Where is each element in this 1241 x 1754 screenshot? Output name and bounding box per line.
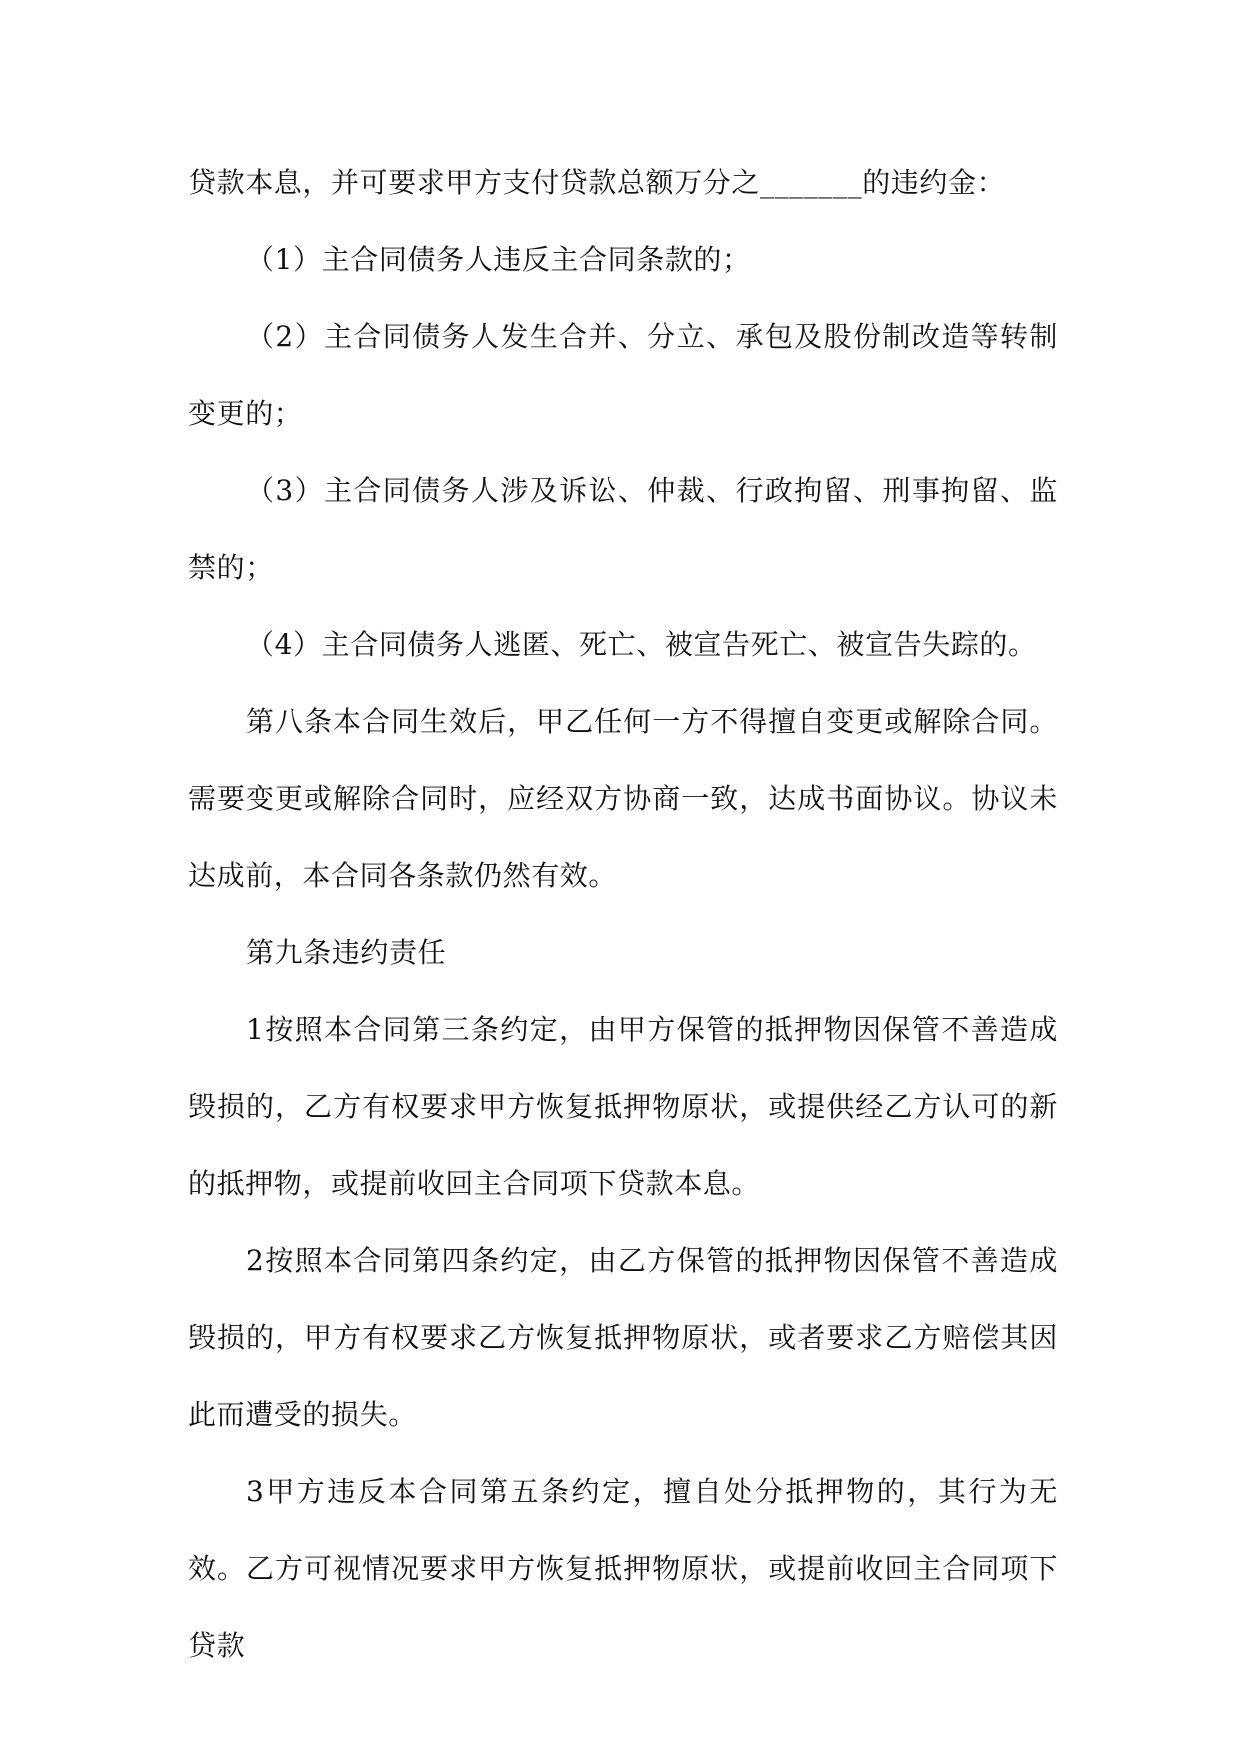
paragraph-clause-1: 1按照本合同第三条约定，由甲方保管的抵押物因保管不善造成毁损的，乙方有权要求甲方恢复抵押物原状，或提供经乙方认可的新的抵押物，或提前收回主合同项下贷款本息。	[188, 1013, 1058, 1200]
paragraph-article-8: 第八条本合同生效后，甲乙任何一方不得擅自变更或解除合同。需要变更或解除合同时，应经双方协商一致，达成书面协议。协议未达成前，本合同各条款仍然有效。	[188, 705, 1058, 892]
paragraph-clause-2: 2按照本合同第四条约定，由乙方保管的抵押物因保管不善造成毁损的，甲方有权要求乙方恢复抵押物原状，或者要求乙方赔偿其因此而遭受的损失。	[188, 1244, 1058, 1431]
paragraph-item-2: （2）主合同债务人发生合并、分立、承包及股份制改造等转制变更的；	[188, 320, 1058, 430]
paragraph-item-4: （4）主合同债务人逃匿、死亡、被宣告死亡、被宣告失踪的。	[246, 628, 1037, 661]
paragraph-clause-3: 3甲方违反本合同第五条约定，擅自处分抵押物的，其行为无效。乙方可视情况要求甲方恢复抵押物原状，或提前收回主合同项下贷款	[188, 1475, 1058, 1662]
heading-article-9: 第九条违约责任	[246, 936, 447, 969]
document-body	[188, 144, 1058, 1684]
paragraph-continuation: 贷款本息，并可要求甲方支付贷款总额万分之_______的违约金：	[188, 166, 1006, 199]
paragraph-item-3: （3）主合同债务人涉及诉讼、仲裁、行政拘留、刑事拘留、监禁的；	[188, 474, 1058, 584]
paragraph-item-1: （1）主合同债务人违反主合同条款的；	[246, 243, 751, 276]
